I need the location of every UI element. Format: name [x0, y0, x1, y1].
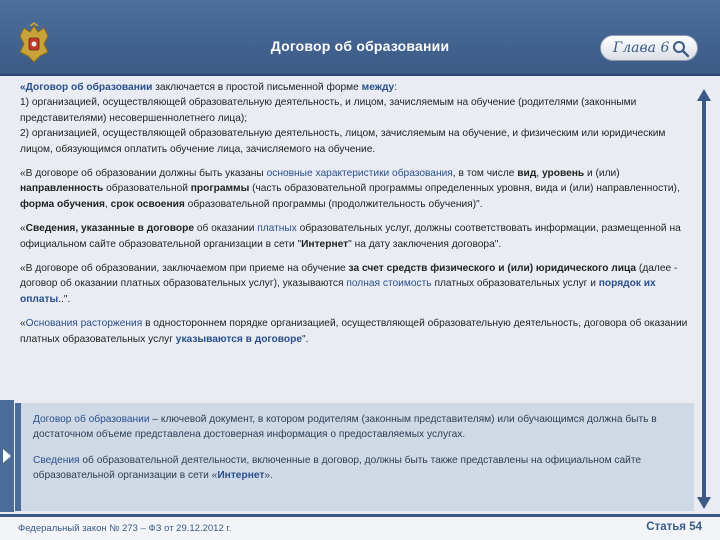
summary-contract: Договор об образовании – ключевой документ, в котором родителям (законным представителям) или обучающимся должна быть в достаточном объеме представлена достоверная информация о предоставляемых услугах.: [33, 414, 657, 441]
term-contract: Договор об образовании: [25, 82, 153, 93]
paragraph-characteristics: «В договоре об образовании должны быть указаны основные характеристики образования, в том числе вид, уровень и (или) направленность образовательной программы (часть образовательной программы определенных уровня, вида и (или) направленности), форма обучения, срок освоения образовательной программы (продолжительность обучения)".: [20, 168, 680, 210]
article-number: Статья 54: [646, 521, 702, 533]
footer: [0, 514, 720, 540]
page-title: Договор об образовании: [270, 38, 450, 54]
header-bar: [0, 0, 720, 76]
paragraph-termination: «Основания расторжения в одностороннем порядке организацией, осуществляющей образовательную деятельность, договора об оказании платных образовательных услуг указываются в договоре".: [20, 318, 688, 345]
list-item: 2) организацией, осуществляющей образовательную деятельность, лицом, зачисляемым на обучение, и физическим или юридическим лицом, обязующимся оплатить обучение лица, зачисляемого на обучение.: [20, 128, 666, 155]
paragraph-parties: «Договор об образовании заключается в простой письменной форме между: 1) организацией, осуществляющей образовательную деятельность, и лицом, зачисляемым на обучение (родителями (законными представителями) несовершеннолетнего лица); 2) организацией, осуществляющей образовательную деятельность, лицом, зачисляемым на обучение, и физическим или юридическим лицом, обязующимся оплатить обучение лица, зачисляемого на обучение.: [20, 82, 666, 155]
scroll-track[interactable]: [702, 99, 706, 499]
scroll-down-arrow-icon[interactable]: [697, 497, 711, 509]
search-icon[interactable]: [671, 39, 691, 59]
summary-box: [15, 403, 694, 511]
chapter-label: Глава 6: [613, 40, 670, 56]
paragraph-info: «Сведения, указанные в договоре об оказании платных образовательных услуг, должны соответствовать информации, размещенной на официальном сайте образовательной организации в сети "Интернет" на дату заключения договора".: [20, 223, 681, 250]
law-reference: Федеральный закон № 273 – ФЗ от 29.12.2012 г.: [18, 523, 232, 534]
chapter-search-box[interactable]: [600, 35, 698, 61]
scrollbar[interactable]: [697, 89, 711, 509]
play-arrow-icon: [3, 449, 11, 463]
summary-info: Сведения об образовательной деятельности, включенные в договор, должны быть также представлены на официальном сайте образовательной организации в сети «Интернет».: [33, 454, 642, 482]
summary-toggle[interactable]: [0, 400, 14, 512]
article-text: [20, 80, 694, 356]
paragraph-paid: «В договоре об образовании, заключаемом при приеме на обучение за счет средств физического и (или) юридического лица (далее - договор об оказании платных образовательных услуг), указываются полная стоимость платных образовательных услуг и порядок их оплаты..".: [20, 263, 678, 305]
list-item: 1) организацией, осуществляющей образовательную деятельность, и лицом, зачисляемым на обучение (родителями (законными представителями) несовершеннолетнего лица);: [20, 97, 637, 124]
